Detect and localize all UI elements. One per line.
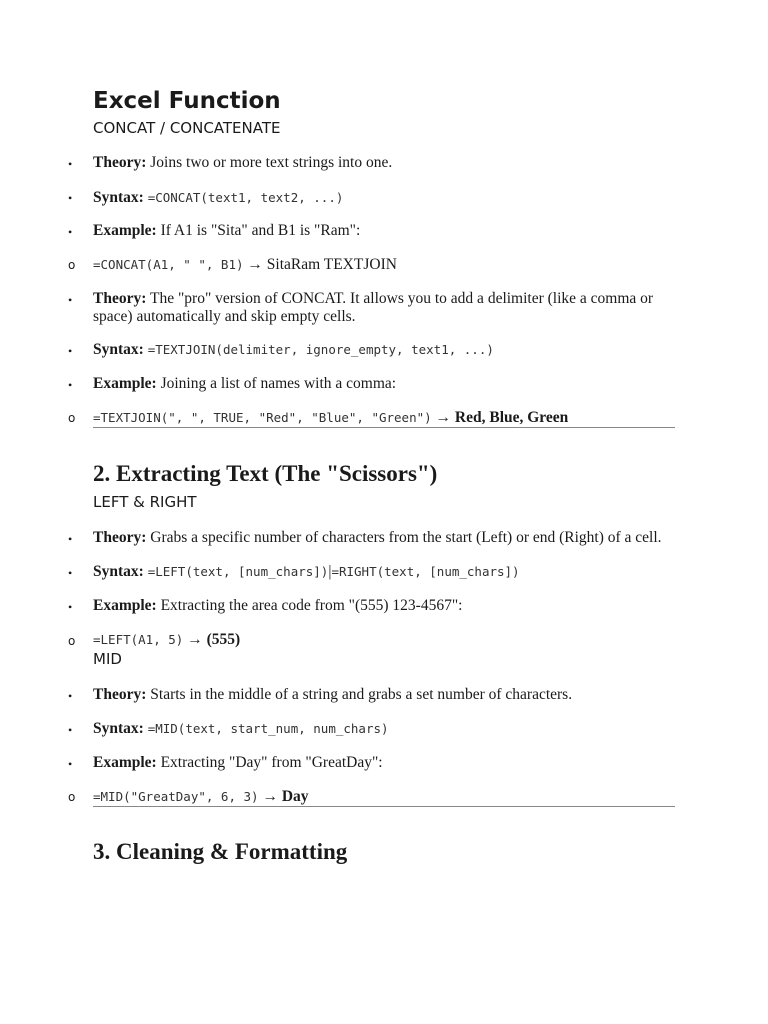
section-divider bbox=[93, 806, 675, 807]
formula-code: =MID("GreatDay", 6, 3) bbox=[93, 789, 259, 804]
formula-result: Red, Blue, Green bbox=[454, 409, 569, 426]
theory-label: Theory: bbox=[93, 154, 147, 171]
bullet-marker: • bbox=[68, 689, 73, 703]
concat-example bbox=[93, 222, 360, 240]
arrow-icon: → bbox=[262, 788, 278, 805]
bullet-marker: • bbox=[68, 600, 73, 614]
left-right-example bbox=[93, 597, 462, 615]
textjoin-theory bbox=[93, 290, 653, 308]
section-heading-extracting: 2. Extracting Text (The "Scissors") bbox=[93, 461, 438, 486]
sub-bullet-marker: o bbox=[68, 411, 76, 425]
syntax-code: =MID(text, start_num, num_chars) bbox=[147, 721, 389, 736]
theory-label: Theory: bbox=[93, 290, 147, 307]
syntax-label: Syntax: bbox=[93, 563, 144, 580]
syntax-code: =CONCAT(text1, text2, ...) bbox=[147, 190, 344, 205]
theory-label: Theory: bbox=[93, 686, 147, 703]
example-text: Joining a list of names with a comma: bbox=[160, 375, 397, 392]
textjoin-formula bbox=[93, 409, 568, 427]
concat-theory bbox=[93, 154, 392, 172]
formula-code: =CONCAT(A1, " ", B1) bbox=[93, 257, 244, 272]
section-divider bbox=[93, 427, 675, 428]
example-text: If A1 is "Sita" and B1 is "Ram": bbox=[160, 222, 361, 239]
bullet-marker: • bbox=[68, 225, 73, 239]
syntax-label: Syntax: bbox=[93, 720, 144, 737]
syntax-separator: | bbox=[328, 563, 332, 580]
theory-text: The "pro" version of CONCAT. It allows you to add a delimiter (like a comma or bbox=[150, 290, 654, 307]
subheading-left-right: LEFT & RIGHT bbox=[93, 493, 197, 511]
bullet-marker: • bbox=[68, 723, 73, 737]
left-formula bbox=[93, 631, 240, 649]
bullet-marker: • bbox=[68, 757, 73, 771]
formula-result: (555) bbox=[206, 631, 241, 648]
textjoin-example bbox=[93, 375, 396, 393]
left-right-syntax bbox=[93, 563, 520, 581]
example-label: Example: bbox=[93, 754, 157, 771]
textjoin-syntax bbox=[93, 341, 494, 359]
concat-syntax bbox=[93, 189, 343, 207]
mid-syntax bbox=[93, 720, 389, 738]
theory-label: Theory: bbox=[93, 529, 147, 546]
example-text: Extracting "Day" from "GreatDay": bbox=[160, 754, 383, 771]
mid-example bbox=[93, 754, 383, 772]
mid-formula bbox=[93, 788, 309, 806]
example-text: Extracting the area code from "(555) 123-4567": bbox=[160, 597, 463, 614]
formula-result: Day bbox=[281, 788, 309, 805]
syntax-code-left: =LEFT(text, [num_chars]) bbox=[147, 564, 329, 579]
arrow-icon: → bbox=[435, 409, 452, 426]
theory-text: Grabs a specific number of characters from the start (Left) or end (Right) of a cell. bbox=[150, 529, 662, 546]
mid-theory bbox=[93, 686, 572, 704]
concat-formula bbox=[93, 256, 397, 274]
sub-bullet-marker: o bbox=[68, 790, 76, 804]
syntax-label: Syntax: bbox=[93, 189, 144, 206]
section-heading-cleaning: 3. Cleaning & Formatting bbox=[93, 839, 348, 864]
arrow-icon: → bbox=[187, 631, 203, 648]
subheading-mid: MID bbox=[93, 650, 122, 668]
bullet-marker: • bbox=[68, 566, 73, 580]
document-title: Excel Function bbox=[93, 88, 281, 114]
example-label: Example: bbox=[93, 597, 157, 614]
sub-bullet-marker: o bbox=[68, 634, 76, 648]
textjoin-theory-cont: space) automatically and skip empty cells. bbox=[93, 308, 356, 325]
arrow-icon: → bbox=[247, 256, 263, 273]
theory-text: Joins two or more text strings into one. bbox=[150, 154, 393, 171]
left-right-theory bbox=[93, 529, 662, 547]
bullet-marker: • bbox=[68, 532, 73, 546]
bullet-marker: • bbox=[68, 191, 73, 205]
formula-code: =LEFT(A1, 5) bbox=[93, 632, 184, 647]
bullet-marker: • bbox=[68, 344, 73, 358]
bullet-marker: • bbox=[68, 293, 73, 307]
bullet-marker: • bbox=[68, 157, 73, 171]
bullet-marker: • bbox=[68, 378, 73, 392]
sub-bullet-marker: o bbox=[68, 258, 76, 272]
example-label: Example: bbox=[93, 222, 157, 239]
formula-result: SitaRam TEXTJOIN bbox=[266, 256, 397, 273]
syntax-label: Syntax: bbox=[93, 341, 144, 358]
subheading-concat: CONCAT / CONCATENATE bbox=[93, 119, 281, 137]
syntax-code: =TEXTJOIN(delimiter, ignore_empty, text1, ...) bbox=[147, 342, 494, 357]
example-label: Example: bbox=[93, 375, 157, 392]
syntax-code-right: =RIGHT(text, [num_chars]) bbox=[331, 564, 520, 579]
formula-code: =TEXTJOIN(", ", TRUE, "Red", "Blue", "Green") bbox=[93, 410, 432, 425]
theory-text: Starts in the middle of a string and grabs a set number of characters. bbox=[150, 686, 573, 703]
